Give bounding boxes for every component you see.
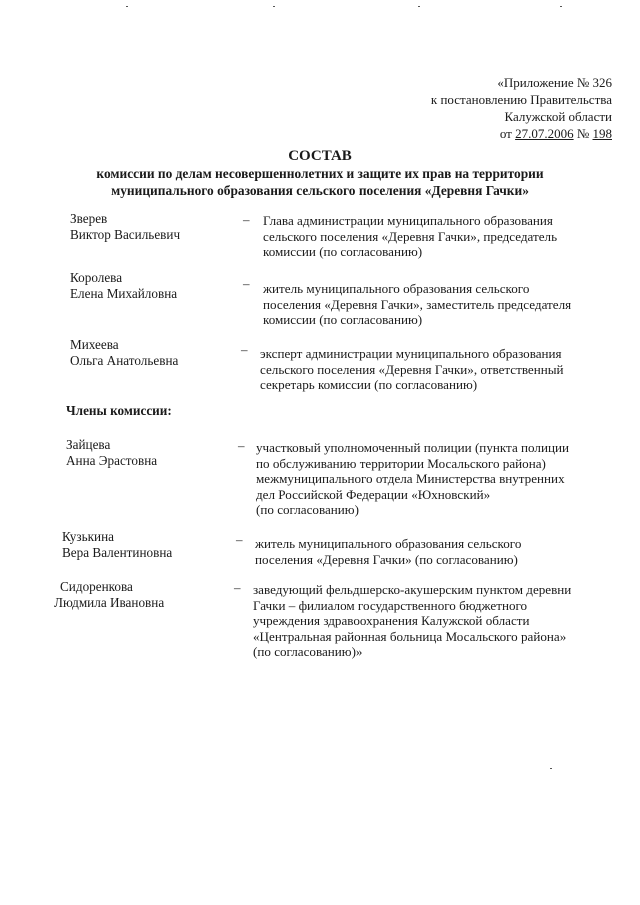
decree-date: 27.07.2006 <box>515 126 574 141</box>
role-line: поселения «Деревня Гачки», заместитель председателя <box>263 296 572 312</box>
role-line: по обслуживанию территории Мосальского района) <box>256 455 546 471</box>
dash-separator: – <box>234 580 241 595</box>
scan-speck <box>550 768 552 769</box>
document-subtitle-line2: муниципального образования сельского поселения «Деревня Гачки» <box>111 183 529 198</box>
role-line: «Центральная районная больница Мосальского района» <box>253 628 567 644</box>
scan-speck <box>418 6 420 7</box>
role-line: эксперт администрации муниципального образования <box>260 346 562 361</box>
dash-separator: – <box>241 342 248 357</box>
member-role <box>256 440 600 518</box>
role-line: межмуниципального отдела Министерства внутренних <box>256 471 565 486</box>
role-line: Гачки – филиалом государственного бюджетного <box>253 597 528 613</box>
document-subtitle-line1: комиссии по делам несовершеннолетних и защите их прав на территории <box>96 166 544 181</box>
region-line: Калужской области <box>504 109 612 124</box>
role-line: (по согласованию) <box>256 502 359 517</box>
date-prefix: от <box>499 126 516 141</box>
decree-number: 198 <box>592 126 612 141</box>
role-line: участковый уполномоченный полиции (пункта полиции <box>256 440 569 455</box>
document-title: СОСТАВ <box>288 148 352 164</box>
member-surname: Зверев <box>70 211 108 226</box>
member-given-names: Елена Михайловна <box>70 286 178 301</box>
role-line: Глава администрации муниципального образования <box>263 213 553 228</box>
member-role <box>253 582 598 660</box>
role-line: секретарь комиссии (по согласованию) <box>260 377 478 392</box>
role-line: дел Российской Федерации «Юхновский» <box>256 486 491 502</box>
role-line: житель муниципального образования сельского <box>263 281 530 296</box>
member-role <box>263 213 605 260</box>
member-role <box>255 536 599 567</box>
role-line: сельского поселения «Деревня Гачки», председатель <box>263 228 558 244</box>
member-surname: Сидоренкова <box>60 579 133 594</box>
dash-separator: – <box>243 212 250 227</box>
resolution-line: к постановлению Правительства <box>430 92 612 107</box>
scan-speck <box>126 6 128 7</box>
members-heading: Члены комиссии: <box>66 403 172 418</box>
member-surname: Королева <box>70 270 123 285</box>
role-line: поселения «Деревня Гачки» (по согласованию) <box>255 551 518 567</box>
dash-separator: – <box>236 532 243 547</box>
member-given-names: Ольга Анатольевна <box>70 353 179 368</box>
member-given-names: Анна Эрастовна <box>66 453 158 468</box>
scan-speck <box>560 6 562 7</box>
member-given-names: Виктор Васильевич <box>70 227 181 242</box>
member-role <box>260 346 603 393</box>
date-number-line <box>500 125 612 142</box>
dash-separator: – <box>238 438 245 453</box>
role-line: комиссии (по согласованию) <box>263 244 423 259</box>
role-line: учреждения здравоохранения Калужской области <box>253 613 530 628</box>
appendix-line: «Приложение № 326 <box>497 75 612 90</box>
role-line: (по согласованию)» <box>253 644 363 659</box>
dash-separator: – <box>243 276 250 291</box>
member-role <box>263 281 605 328</box>
member-given-names: Вера Валентиновна <box>62 545 173 560</box>
member-surname: Михеева <box>70 337 119 352</box>
role-line: заведующий фельдшерско-акушерским пунктом деревни <box>253 582 572 597</box>
member-surname: Зайцева <box>66 437 111 452</box>
member-surname: Кузькина <box>62 529 114 544</box>
role-line: сельского поселения «Деревня Гачки», ответственный <box>260 361 564 377</box>
number-prefix: № <box>573 126 593 141</box>
scan-speck <box>273 6 275 7</box>
role-line: комиссии (по согласованию) <box>263 312 423 327</box>
role-line: житель муниципального образования сельского <box>255 536 522 551</box>
member-given-names: Людмила Ивановна <box>54 595 165 610</box>
